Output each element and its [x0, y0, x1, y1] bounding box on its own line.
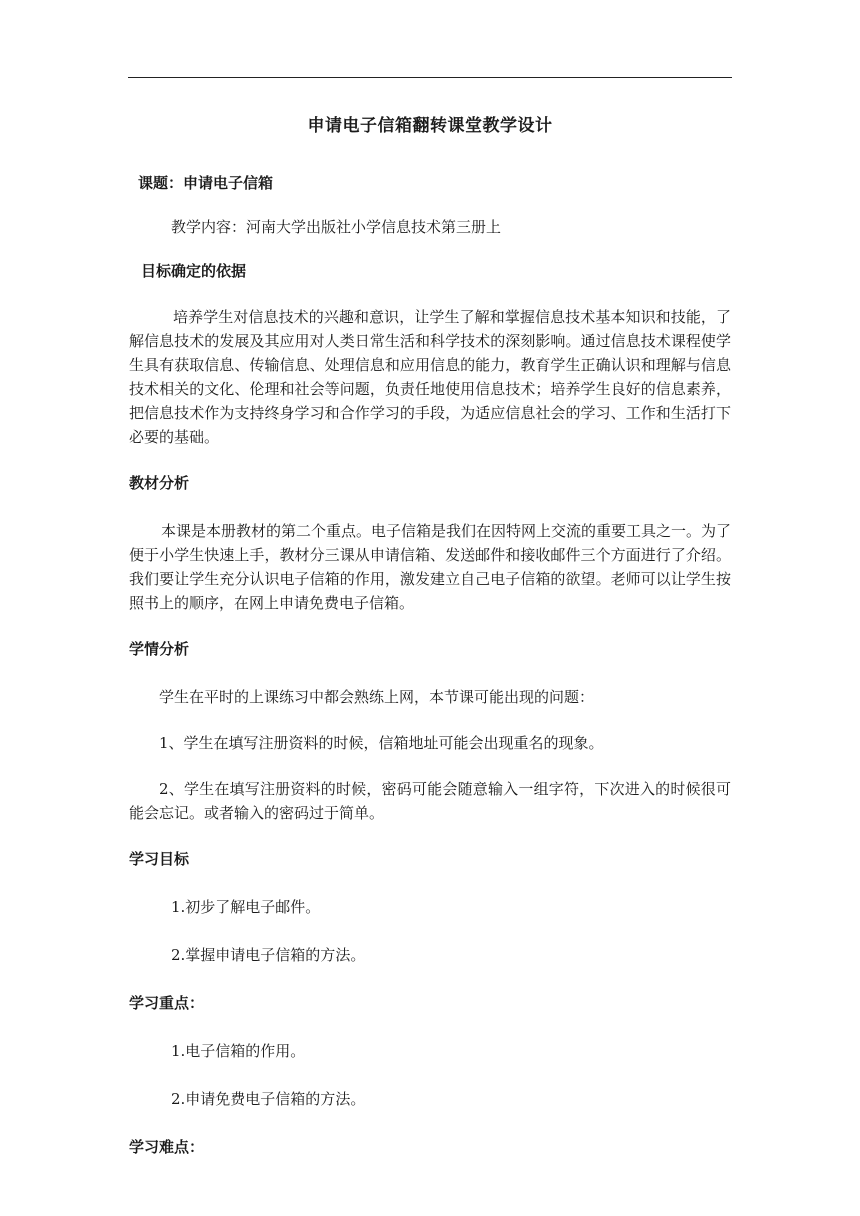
- key-points-heading: 学习重点：: [129, 994, 205, 1012]
- key-point-2: 2.申请免费电子信箱的方法。: [171, 1090, 366, 1108]
- goal-item-2: 2.掌握申请电子信箱的方法。: [171, 946, 366, 964]
- goals-heading: 学习目标: [129, 850, 190, 868]
- student-intro: 学生在平时的上课练习中都会熟练上网，本节课可能出现的问题：: [159, 688, 595, 706]
- document-body: [129, 112, 731, 1159]
- document-title: 申请电子信箱翻转课堂教学设计: [307, 116, 553, 136]
- student-heading: 学情分析: [129, 640, 190, 658]
- header-rule: [128, 77, 732, 78]
- key-point-1: 1.电子信箱的作用。: [171, 1042, 306, 1060]
- student-issue-2: 2、学生在填写注册资料的时候，密码可能会随意输入一组字符，下次进入的时候很可能会忘记。或者输入的密码过于简单。: [129, 780, 731, 822]
- difficulty-heading: 学习难点：: [129, 1138, 205, 1156]
- topic-heading: 课题：申请电子信箱: [138, 174, 274, 192]
- goal-item-1: 1.初步了解电子邮件。: [171, 898, 321, 916]
- basis-paragraph: 培养学生对信息技术的兴趣和意识，让学生了解和掌握信息技术基本知识和技能，了解信息技术的发展及其应用对人类日常生活和科学技术的深刻影响。通过信息技术课程使学生具有获取信息、传输信息、处理信息和应用信息的能力，教育学生正确认识和理解与信息技术相关的文化、伦理和社会等问题，负责任地使用信息技术；培养学生良好的信息素养，把信息技术作为支持终身学习和合作学习的手段，为适应信息社会的学习、工作和生活打下必要的基础。: [129, 308, 731, 446]
- basis-heading: 目标确定的依据: [141, 262, 247, 280]
- material-heading: 教材分析: [129, 474, 190, 492]
- content-line: 教学内容：河南大学出版社小学信息技术第三册上: [171, 218, 502, 236]
- material-paragraph: 本课是本册教材的第二个重点。电子信箱是我们在因特网上交流的重要工具之一。为了便于小学生快速上手，教材分三课从申请信箱、发送邮件和接收邮件三个方面进行了介绍。我们要让学生充分认识电子信箱的作用，激发建立自己电子信箱的欲望。老师可以让学生按照书上的顺序，在网上申请免费电子信箱。: [129, 522, 732, 612]
- student-issue-1: 1、学生在填写注册资料的时候，信箱地址可能会出现重名的现象。: [159, 734, 604, 752]
